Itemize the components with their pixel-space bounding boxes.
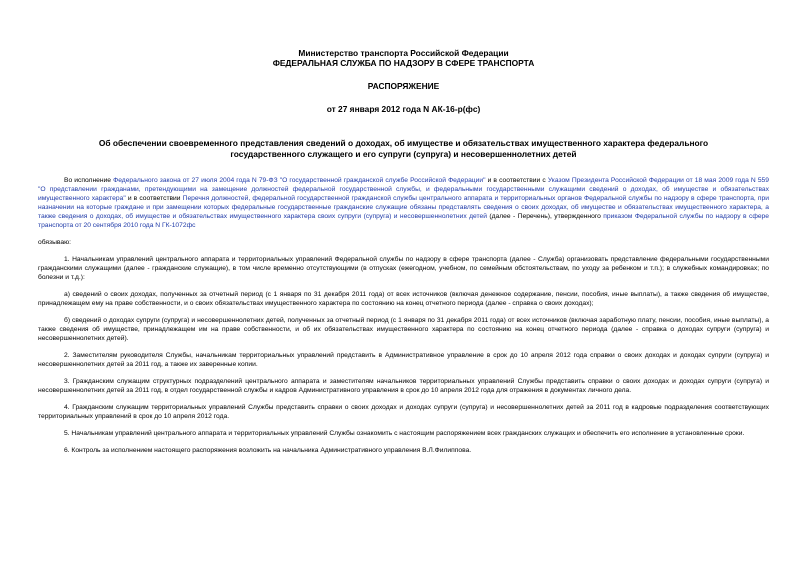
link-president-decree[interactable]: Указом Президента Российской Федерации от 18 мая 2009 года N 559 "О представлении гражданами, претендующими на замещение должностей федеральной государственной службы, и федеральными государственными служащими сведений о доходах, об имуществе и обязательствах имущественного характера" — [38, 177, 769, 202]
link-federal-law[interactable]: Федерального закона от 27 июля 2004 года N 79-ФЗ "О государственной гражданской службе Российской Федерации" — [113, 177, 486, 184]
item-3: 3. Гражданским служащим структурных подразделений центрального аппарата и заместителям начальников территориальных управлений Службы представить справки о своих доходах и доходах супруги (супруга) и несовершеннолетних детей за 2011 год, в отдел государственной службы и кадров Административного управления в срок до 10 апреля 2012 года для отражения в документах личного дела. — [38, 378, 769, 394]
link-order[interactable]: приказом Федеральной службы по надзору в сфере транспорта от 20 сентября 2010 года N ГК-1072фс — [38, 213, 769, 229]
obligate-line: обязываю: — [38, 239, 71, 246]
intro-text-1: Во исполнение — [64, 177, 114, 184]
document-type: РАСПОРЯЖЕНИЕ — [367, 81, 440, 91]
item-2: 2. Заместителям руководителя Службы, начальникам территориальных управлений представить в Административное управление в срок до 10 апреля 2012 года справки о своих доходах и доходах супруги (супруга) и несовершеннолетних детей за 2011 год, а также их заверенные копии. — [38, 352, 769, 368]
document-date-number: от 27 января 2012 года N АК-16-р(фс) — [326, 104, 481, 114]
document-title: Об обеспечении своевременного представления сведений о доходах, об имуществе и обязательствах имущественного характера федерального государственного служащего и его супруги (супруга) и несовершеннолетних детей — [98, 138, 709, 159]
item-5: 5. Начальникам управлений центрального аппарата и территориальных управлений Службы ознакомить с настоящим распоряжением всех гражданских служащих и обеспечить его исполнение в установленные сроки. — [64, 430, 745, 437]
document-body — [38, 176, 769, 455]
ministry-name: Министерство транспорта Российской Федерации — [298, 48, 509, 58]
item-6: 6. Контроль за исполнением настоящего распоряжения возложить на начальника Административного управления В.Л.Филиппова. — [64, 447, 472, 454]
intro-text-2: и в соответствии с — [485, 177, 548, 184]
link-positions-list[interactable]: Перечня должностей, федеральной государственной гражданской службы центрального аппарата и территориальных органов Федеральной службы по надзору в сфере транспорта, при назначении на которые граждане и при замещении которых федеральные государственные гражданские служащие обязаны представлять сведения о своих доходах, об имуществе и обязательствах имущественного характера, а также сведения о доходах, об имуществе и обязательствах имущественного характера своих супруги (супруга) и несовершеннолетних детей — [38, 195, 769, 220]
item-1b: б) сведений о доходах супруги (супруга) и несовершеннолетних детей, полученных за отчетный период (с 1 января по 31 декабря 2011 года) от всех источников (включая заработную плату, пенсии, пособия, иные выплаты), а также сведения об имуществе, принадлежащем им на праве собственности, и об их обязательствах имущественного характера по состоянию на конец отчетного периода (далее - справка о доходах супруги (супруга) и несовершеннолетних детей). — [38, 317, 769, 342]
intro-paragraph — [38, 176, 769, 230]
item-1: 1. Начальникам управлений центрального аппарата и территориальных управлений Федеральной службы по надзору в сфере транспорта (далее - Служба) организовать представление федеральными государственными гражданскими служащими (далее - гражданские служащие), в том числе временно отсутствующими (в отпусках (ежегодном, учебном, по семейным обстоятельствам, по уходу за ребенком и т.п.); в служебных командировках; по болезни и т.д.): — [38, 256, 769, 281]
item-4: 4. Гражданским служащим территориальных управлений Службы представить справки о своих доходах и доходах супруги (супруга) и несовершеннолетних детей за 2011 год в кадровые подразделения соответствующих территориальных управлений в срок до 10 апреля 2012 года. — [38, 404, 769, 420]
item-1a: а) сведений о своих доходах, полученных за отчетный период (с 1 января по 31 декабря 2011 года) от всех источников (включая денежное содержание, пенсии, пособия, иные выплаты), а также сведения об имуществе, принадлежащем ему на праве собственности, и о своих обязательствах имущественного характера по состоянию на конец отчетного периода (далее - справка о своих доходах); — [38, 291, 769, 307]
intro-text-4: (далее - Перечень), утвержденного — [486, 213, 604, 220]
service-name: ФЕДЕРАЛЬНАЯ СЛУЖБА ПО НАДЗОРУ В СФЕРЕ ТРАНСПОРТА — [272, 58, 535, 68]
intro-text-3: и в соответствии — [125, 195, 183, 202]
